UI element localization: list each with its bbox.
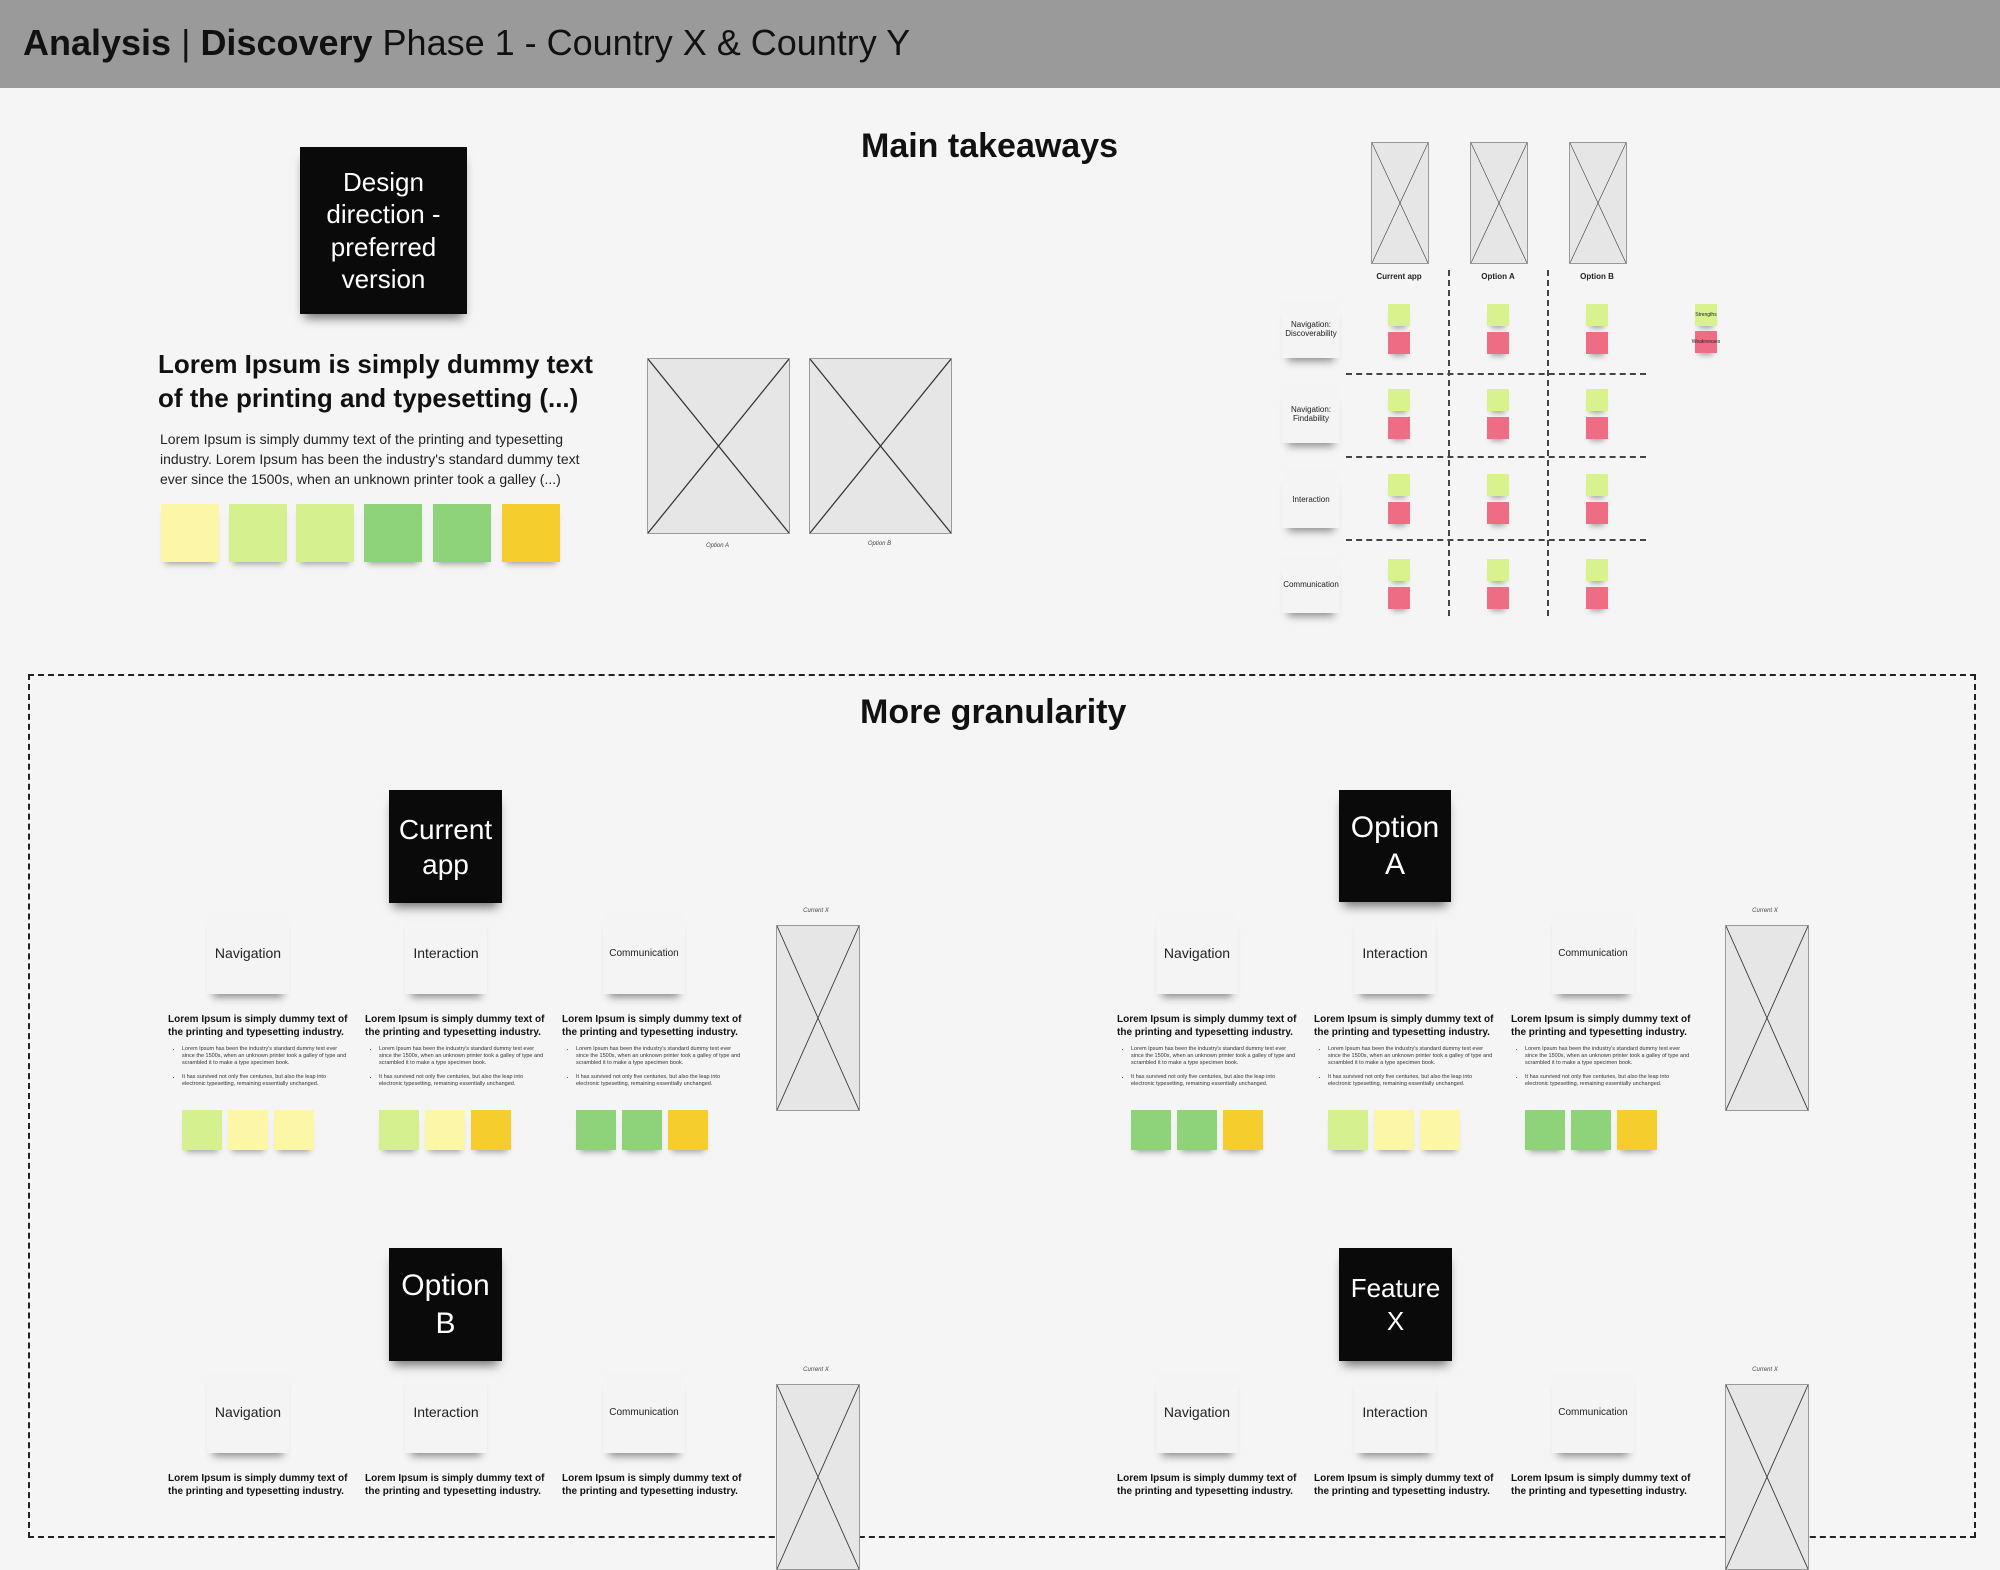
strength-sticky[interactable] — [1586, 474, 1608, 496]
image-placeholder-icon — [777, 926, 859, 1110]
column-divider — [1547, 270, 1549, 616]
board-header — [0, 0, 2000, 88]
block-bullets — [170, 1046, 347, 1095]
block-bullets — [1513, 1046, 1690, 1095]
weakness-sticky[interactable] — [1586, 502, 1608, 524]
rating-sticky[interactable] — [576, 1110, 616, 1150]
takeaway-sticky-note[interactable] — [502, 504, 560, 562]
block-heading: Lorem Ipsum is simply dummy text of the printing and typesetting industry. — [1511, 1014, 1691, 1038]
main-takeaways-title: Main takeaways — [861, 127, 1119, 165]
title-analysis: Analysis — [23, 22, 172, 63]
category-card[interactable] — [207, 912, 289, 994]
block-bullet: • It has survived not only five centuries, but also the leap into electronic typesetting, remaining essentially unchanged. — [182, 1074, 347, 1088]
block-bullet: • Lorem Ipsum has been the industry's standard dummy text ever since the 1500s, when an unknown printer took a galley of type and scrambled it to make a type specimen book. — [182, 1046, 347, 1067]
strength-sticky[interactable] — [1586, 389, 1608, 411]
block-heading: Lorem Ipsum is simply dummy text of the printing and typesetting industry. — [168, 1473, 348, 1497]
takeaway-heading: Lorem Ipsum is simply dummy text of the printing and typesetting (...) — [158, 349, 593, 413]
screen-caption: Current X — [803, 908, 829, 914]
rating-sticky[interactable] — [379, 1110, 419, 1150]
row-divider — [1346, 373, 1646, 375]
category-card-label: Interaction — [413, 1404, 479, 1420]
screen-image-placeholder[interactable] — [1725, 1384, 1809, 1570]
group-title-note[interactable] — [1339, 790, 1451, 902]
block-heading: Lorem Ipsum is simply dummy text of the printing and typesetting industry. — [1511, 1473, 1691, 1497]
block-heading: Lorem Ipsum is simply dummy text of the printing and typesetting industry. — [1117, 1473, 1297, 1497]
category-card[interactable] — [1552, 912, 1634, 994]
block-bullets — [1119, 1046, 1296, 1095]
strength-sticky[interactable] — [1487, 389, 1509, 411]
weakness-sticky[interactable] — [1487, 332, 1509, 354]
takeaway-sticky-note[interactable] — [229, 504, 287, 562]
takeaway-body: Lorem Ipsum is simply dummy text of the printing and typesetting industry. Lorem Ipsum has been the industry's standard dummy text ever since the 1500s, when an unknown printer took a galley (...) — [160, 431, 580, 487]
group-title-note[interactable] — [1339, 1248, 1452, 1361]
rating-sticky[interactable] — [1177, 1110, 1217, 1150]
block-bullet: • Lorem Ipsum has been the industry's standard dummy text ever since the 1500s, when an unknown printer took a galley of type and scrambled it to make a type specimen book. — [1328, 1046, 1493, 1067]
legend-weaknesses-label: Weaknesses — [1691, 339, 1721, 345]
title-discovery: Discovery — [200, 22, 373, 63]
column-screen-placeholder[interactable] — [1371, 142, 1429, 264]
rating-sticky[interactable] — [1571, 1110, 1611, 1150]
weakness-sticky[interactable] — [1487, 587, 1509, 609]
block-bullet: • Lorem Ipsum has been the industry's standard dummy text ever since the 1500s, when an unknown printer took a galley of type and scrambled it to make a type specimen book. — [1525, 1046, 1690, 1067]
column-divider — [1448, 270, 1450, 616]
category-card[interactable] — [1156, 912, 1238, 994]
category-card[interactable] — [603, 1371, 685, 1453]
group-title-note[interactable] — [389, 1248, 502, 1361]
category-card-label: Communication — [1558, 947, 1628, 959]
block-heading: Lorem Ipsum is simply dummy text of the printing and typesetting industry. — [1314, 1473, 1494, 1497]
more-granularity-title: More granularity — [860, 693, 1127, 731]
strength-sticky[interactable] — [1586, 559, 1608, 581]
block-bullet: • It has survived not only five centuries, but also the leap into electronic typesetting, remaining essentially unchanged. — [576, 1074, 741, 1088]
title-separator: | — [171, 22, 201, 63]
screen-image-placeholder[interactable] — [776, 925, 860, 1111]
block-heading: Lorem Ipsum is simply dummy text of the printing and typesetting industry. — [365, 1473, 545, 1497]
image-placeholder-icon — [1726, 926, 1808, 1110]
block-heading: Lorem Ipsum is simply dummy text of the printing and typesetting industry. — [1314, 1014, 1494, 1038]
block-bullet: • It has survived not only five centuries, but also the leap into electronic typesetting, remaining essentially unchanged. — [1131, 1074, 1296, 1088]
column-header: Current app — [1376, 272, 1422, 281]
rating-sticky[interactable] — [1223, 1110, 1263, 1150]
takeaway-sticky-note[interactable] — [433, 504, 491, 562]
group-title-label: Option A — [1350, 810, 1440, 881]
block-heading: Lorem Ipsum is simply dummy text of the printing and typesetting industry. — [562, 1014, 742, 1038]
block-bullet: • It has survived not only five centuries, but also the leap into electronic typesetting, remaining essentially unchanged. — [1525, 1074, 1690, 1088]
option-a-image-placeholder[interactable] — [647, 358, 790, 534]
screen-caption: Current X — [1752, 1367, 1778, 1373]
category-card-label: Interaction — [1362, 945, 1428, 961]
category-card-label: Interaction — [1362, 1404, 1428, 1420]
rating-sticky[interactable] — [425, 1110, 465, 1150]
image-placeholder-icon — [648, 359, 789, 533]
column-header: Option A — [1481, 272, 1515, 281]
legend-strengths-sticky[interactable] — [1695, 304, 1717, 326]
column-screen-placeholder[interactable] — [1569, 142, 1627, 264]
block-bullet: • Lorem Ipsum has been the industry's standard dummy text ever since the 1500s, when an unknown printer took a galley of type and scrambled it to make a type specimen book. — [1131, 1046, 1296, 1067]
comparison-row-label[interactable] — [1282, 300, 1340, 358]
strength-sticky[interactable] — [1388, 304, 1410, 326]
legend-strengths-label: Strengths — [1695, 312, 1717, 318]
weakness-sticky[interactable] — [1388, 587, 1410, 609]
rating-sticky[interactable] — [274, 1110, 314, 1150]
rating-sticky[interactable] — [1617, 1110, 1657, 1150]
board-title — [23, 22, 910, 64]
weakness-sticky[interactable] — [1487, 417, 1509, 439]
category-card-label: Communication — [1558, 1406, 1628, 1418]
strength-sticky[interactable] — [1487, 474, 1509, 496]
strength-sticky[interactable] — [1487, 559, 1509, 581]
strength-sticky[interactable] — [1388, 559, 1410, 581]
weakness-sticky[interactable] — [1586, 587, 1608, 609]
category-card[interactable] — [1552, 1371, 1634, 1453]
takeaway-sticky-note[interactable] — [364, 504, 422, 562]
row-divider — [1346, 456, 1646, 458]
row-label-text: Navigation: Discoverability — [1285, 320, 1337, 338]
design-direction-note[interactable] — [300, 147, 467, 314]
screen-caption: Current X — [803, 1367, 829, 1373]
title-phase: Phase 1 - Country X & Country Y — [372, 22, 911, 63]
option-a-caption: Option A — [705, 543, 730, 549]
block-heading: Lorem Ipsum is simply dummy text of the printing and typesetting industry. — [365, 1014, 545, 1038]
option-b-image-placeholder[interactable] — [809, 358, 952, 534]
strength-sticky[interactable] — [1388, 474, 1410, 496]
category-card-label: Navigation — [214, 1404, 282, 1420]
weakness-sticky[interactable] — [1586, 417, 1608, 439]
takeaway-sticky-note[interactable] — [161, 504, 219, 562]
block-bullets — [1316, 1046, 1493, 1095]
rating-sticky[interactable] — [182, 1110, 222, 1150]
row-divider — [1346, 539, 1646, 541]
screen-image-placeholder[interactable] — [776, 1384, 860, 1570]
block-bullet: • Lorem Ipsum has been the industry's standard dummy text ever since the 1500s, when an unknown printer took a galley of type and scrambled it to make a type specimen book. — [576, 1046, 741, 1067]
rating-sticky[interactable] — [228, 1110, 268, 1150]
block-bullet: • It has survived not only five centuries, but also the leap into electronic typesetting, remaining essentially unchanged. — [1328, 1074, 1493, 1088]
strength-sticky[interactable] — [1388, 389, 1410, 411]
weakness-sticky[interactable] — [1586, 332, 1608, 354]
group-title-label: Feature X — [1350, 1273, 1441, 1336]
group-title-label: Current app — [398, 813, 493, 880]
design-direction-label: Design direction - preferred version — [326, 166, 441, 294]
image-placeholder-icon — [1570, 143, 1626, 263]
category-card[interactable] — [603, 912, 685, 994]
group-title-label: Option B — [401, 1269, 490, 1340]
image-placeholder-icon — [777, 1385, 859, 1569]
block-bullet: • It has survived not only five centuries, but also the leap into electronic typesetting, remaining essentially unchanged. — [379, 1074, 544, 1088]
rating-sticky[interactable] — [1131, 1110, 1171, 1150]
weakness-sticky[interactable] — [1487, 502, 1509, 524]
rating-sticky[interactable] — [1525, 1110, 1565, 1150]
rating-sticky[interactable] — [1374, 1110, 1414, 1150]
image-placeholder-icon — [1726, 1385, 1808, 1569]
image-placeholder-icon — [1471, 143, 1527, 263]
column-screen-placeholder[interactable] — [1470, 142, 1528, 264]
category-card[interactable] — [1354, 912, 1436, 994]
rating-sticky[interactable] — [622, 1110, 662, 1150]
comparison-row-label[interactable] — [1282, 385, 1340, 443]
category-card[interactable] — [405, 1371, 487, 1453]
option-b-caption: Option B — [867, 541, 892, 547]
comparison-row-label[interactable] — [1282, 470, 1340, 528]
category-card[interactable] — [405, 912, 487, 994]
granularity-frame — [28, 674, 1976, 1538]
category-card[interactable] — [1156, 1371, 1238, 1453]
block-heading: Lorem Ipsum is simply dummy text of the printing and typesetting industry. — [562, 1473, 742, 1497]
category-card-label: Interaction — [413, 945, 479, 961]
rating-sticky[interactable] — [1328, 1110, 1368, 1150]
rating-sticky[interactable] — [1420, 1110, 1460, 1150]
column-header: Option B — [1580, 272, 1614, 281]
block-heading: Lorem Ipsum is simply dummy text of the printing and typesetting industry. — [1117, 1014, 1297, 1038]
image-placeholder-icon — [1372, 143, 1428, 263]
strength-sticky[interactable] — [1487, 304, 1509, 326]
block-bullet: • Lorem Ipsum has been the industry's standard dummy text ever since the 1500s, when an unknown printer took a galley of type and scrambled it to make a type specimen book. — [379, 1046, 544, 1067]
weakness-sticky[interactable] — [1388, 502, 1410, 524]
image-placeholder-icon — [810, 359, 951, 533]
category-card[interactable] — [207, 1371, 289, 1453]
category-card-label: Communication — [609, 947, 679, 959]
weakness-sticky[interactable] — [1388, 417, 1410, 439]
row-label-text: Navigation: Findability — [1290, 405, 1332, 423]
category-card[interactable] — [1354, 1371, 1436, 1453]
row-label-text: Interaction — [1292, 494, 1330, 504]
row-label-text: Communication — [1283, 579, 1339, 589]
category-card-label: Navigation — [1163, 1404, 1231, 1420]
block-bullets — [564, 1046, 741, 1095]
screen-image-placeholder[interactable] — [1725, 925, 1809, 1111]
legend-weaknesses-sticky[interactable] — [1691, 331, 1721, 353]
takeaway-sticky-note[interactable] — [296, 504, 354, 562]
category-card-label: Navigation — [214, 945, 282, 961]
category-card-label: Navigation — [1163, 945, 1231, 961]
weakness-sticky[interactable] — [1388, 332, 1410, 354]
comparison-row-label[interactable] — [1282, 555, 1340, 613]
rating-sticky[interactable] — [668, 1110, 708, 1150]
strength-sticky[interactable] — [1586, 304, 1608, 326]
block-bullets — [367, 1046, 544, 1095]
screen-caption: Current X — [1752, 908, 1778, 914]
group-title-note[interactable] — [389, 790, 502, 903]
category-card-label: Communication — [609, 1406, 679, 1418]
block-heading: Lorem Ipsum is simply dummy text of the printing and typesetting industry. — [168, 1014, 348, 1038]
rating-sticky[interactable] — [471, 1110, 511, 1150]
